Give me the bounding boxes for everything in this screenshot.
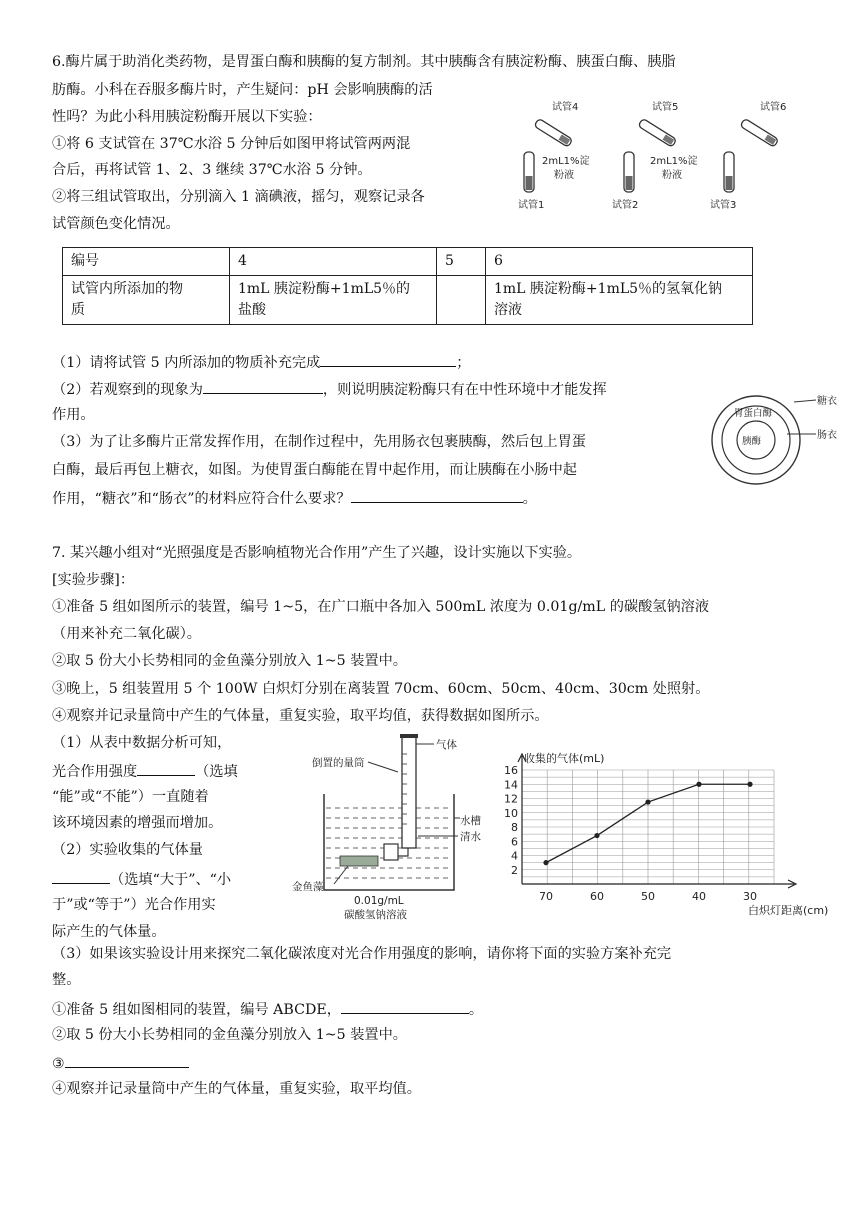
plant-label: 金鱼藻 [292, 881, 324, 893]
cylinder-label: 倒置的量筒 [312, 757, 365, 769]
q6-sub2-cont: 作用。 [52, 407, 95, 423]
chart-y-tick-label: 4 [511, 849, 518, 863]
tank-label: 水槽 [460, 815, 481, 827]
chart-y-tick-label: 14 [504, 778, 518, 792]
q7-part2-line3: 于”或“等于”）光合作用实 [52, 897, 216, 913]
q7-part2-line2: （选填“大于”、“小 [52, 868, 231, 890]
q6-sub2: （2）若观察到的现象为 ，则说明胰淀粉酶只有在中性环境中才能发挥 [52, 378, 607, 400]
q6-intro-line3: 性吗？为此小科用胰淀粉酶开展以下实验： [52, 109, 322, 125]
answer-blank[interactable] [137, 760, 195, 776]
q7-part3-step1: ①准备 5 组如图相同的装置，编号 ABCDE， 。 [52, 998, 483, 1020]
q7-step4: ④观察并记录量筒中产生的气体量，重复实验，取平均值，获得数据如图所示。 [52, 708, 549, 724]
concentration-label: 0.01g/mL [354, 895, 404, 907]
table-cell-5 [437, 276, 486, 325]
pill-core-label: 胰酶 [742, 436, 762, 447]
answer-blank[interactable] [320, 351, 456, 367]
tube6-label: 试管6 [760, 102, 787, 113]
chart-x-tick-label: 40 [692, 890, 706, 903]
q7-part1-line2: 光合作用强度 （选填 [52, 760, 238, 782]
table-header-6: 6 [486, 248, 753, 276]
q6-sub3-line1: （3）为了让多酶片正常发挥作用，在制作过程中，先用肠衣包裹胰酶，然后包上胃蛋 [52, 434, 586, 450]
starch-label-a1: 2mL1%淀 [542, 156, 590, 167]
solution-label: 碳酸氢钠溶液 [344, 909, 407, 920]
chart-y-tick-label: 8 [511, 821, 518, 834]
q6-intro-line1: 6.酶片属于助消化类药物，是胃蛋白酶和胰酶的复方制剂。其中胰酶含有胰淀粉酶、胰蛋白酶、胰脂 [52, 54, 676, 70]
gas-volume-chart [498, 748, 860, 920]
q7-step1-line1: ①准备 5 组如图所示的装置，编号 1~5，在广口瓶中各加入 500mL 浓度为 0.01g/mL 的碳酸氢钠溶液 [52, 599, 710, 615]
q7-part2-line4: 际产生的气体量。 [52, 924, 166, 940]
tube2-label: 试管2 [612, 200, 639, 211]
table-header-label: 编号 [63, 248, 230, 276]
starch-label-b1: 2mL1%淀 [650, 156, 698, 167]
q7-part3-line1: （3）如果该实验设计用来探究二氧化碳浓度对光合作用强度的影响，请你将下面的实验方案补充完 [52, 946, 672, 962]
water-label: 清水 [460, 831, 481, 843]
chart-x-tick-label: 30 [743, 890, 757, 903]
chart-ylabel: 收集的气体(mL) [524, 752, 605, 765]
apparatus-diagram [286, 732, 496, 920]
answer-blank[interactable] [65, 1052, 189, 1068]
pill-pepsin-label: 胃蛋白酶 [734, 408, 773, 419]
q7-part3-step2: ②取 5 份大小长势相同的金鱼藻分别放入 1~5 装置中。 [52, 1027, 407, 1043]
starch-label-b2: 粉液 [662, 170, 682, 181]
chart-y-tick-label: 12 [504, 792, 518, 806]
tube2-shape [624, 152, 634, 192]
answer-blank[interactable] [351, 487, 523, 503]
chart-data-point [543, 860, 548, 865]
answer-blank[interactable] [52, 868, 110, 884]
table-row [63, 248, 753, 276]
tube3-label: 试管3 [710, 200, 737, 211]
answer-blank[interactable] [203, 378, 323, 394]
answer-blank[interactable] [341, 998, 469, 1014]
tube4-label: 试管4 [552, 102, 579, 113]
pill-diagram [704, 388, 854, 488]
tube5-shape [638, 118, 677, 147]
q7-part3-step3: ③ [52, 1052, 189, 1074]
chart-y-tick-label: 6 [511, 835, 518, 849]
chart-xlabel: 白炽灯距离(cm) [748, 904, 829, 917]
chart-y-tick-label: 2 [511, 863, 518, 877]
q6-sub3-line2: 白酶，最后再包上糖衣，如图。为使胃蛋白酶能在胃中起作用，而让胰酶在小肠中起 [52, 462, 577, 478]
q7-step2: ②取 5 份大小长势相同的金鱼藻分别放入 1~5 装置中。 [52, 653, 407, 669]
table-row [63, 276, 753, 325]
q7-step3: ③晚上，5 组装置用 5 个 100W 白炽灯分别在离装置 70cm、60cm、50cm、40cm、30cm 处照射。 [52, 681, 710, 697]
chart-data-point [696, 782, 701, 787]
table-header-5: 5 [437, 248, 486, 276]
chart-y-tick-label: 10 [504, 806, 518, 820]
table-cell-6: 1mL 胰淀粉酶+1mL5％的氢氧化钠 溶液 [486, 276, 753, 325]
test-tube-figure [512, 96, 812, 214]
q7-steps-label: [实验步骤]： [52, 572, 135, 588]
chart-data-point [594, 833, 599, 838]
q7-part3-line2: 整。 [52, 972, 81, 988]
pill-enteric-coat-label: 肠衣 [817, 430, 837, 441]
tube5-label: 试管5 [652, 102, 679, 113]
q7-part1-line4: 该环境因素的增强而增加。 [52, 815, 223, 831]
q7-step1-line2: （用来补充二氧化碳）。 [52, 626, 201, 642]
chart-data-point [747, 782, 752, 787]
q7-part2-line1: （2）实验收集的气体量 [52, 842, 203, 858]
table-cell-4: 1mL 胰淀粉酶+1mL5％的 盐酸 [230, 276, 437, 325]
chart-x-tick-label: 60 [590, 890, 604, 903]
chart-y-tick-label: 16 [504, 764, 518, 777]
q6-step1-line1: ①将 6 支试管在 37℃水浴 5 分钟后如图甲将试管两两混 [52, 136, 411, 152]
starch-label-a2: 粉液 [554, 170, 574, 181]
q7-part1-line3: “能”或“不能”）一直随着 [52, 789, 209, 805]
tube6-shape [740, 118, 779, 147]
tube1-shape [524, 152, 534, 192]
gas-label: 气体 [436, 739, 457, 751]
q7-title: 7. 某兴趣小组对“光照强度是否影响植物光合作用”产生了兴趣，设计实施以下实验。 [52, 545, 582, 561]
chart-x-tick-label: 50 [641, 890, 655, 903]
record-table [62, 247, 753, 325]
tube1-label: 试管1 [518, 200, 545, 211]
chart-x-tick-label: 70 [539, 890, 553, 903]
q6-step2-line2: 试管颜色变化情况。 [52, 216, 180, 232]
q7-part3-step4: ④观察并记录量筒中产生的气体量，重复实验，取平均值。 [52, 1081, 421, 1097]
tube3-shape [724, 152, 734, 192]
tube4-shape [534, 118, 573, 147]
pill-sugar-coat-label: 糖衣 [817, 396, 837, 407]
table-header-4: 4 [230, 248, 437, 276]
q7-part1-line1: （1）从表中数据分析可知， [52, 735, 232, 751]
table-row-label: 试管内所添加的物 质 [63, 276, 230, 325]
q6-intro-line2: 肪酶。小科在吞服多酶片时，产生疑问：pH 会影响胰酶的活 [52, 82, 433, 98]
q6-sub3-line3: 作用，“糖衣”和“肠衣”的材料应符合什么要求？ 。 [52, 487, 537, 509]
q6-sub1: （1）请将试管 5 内所添加的物质补充完成 ； [52, 351, 470, 373]
chart-data-point [645, 799, 650, 804]
q6-step2-line1: ②将三组试管取出，分别滴入 1 滴碘液，摇匀，观察记录各 [52, 189, 425, 205]
q6-step1-line2: 合后，再将试管 1、2、3 继续 37℃水浴 5 分钟。 [52, 162, 372, 178]
